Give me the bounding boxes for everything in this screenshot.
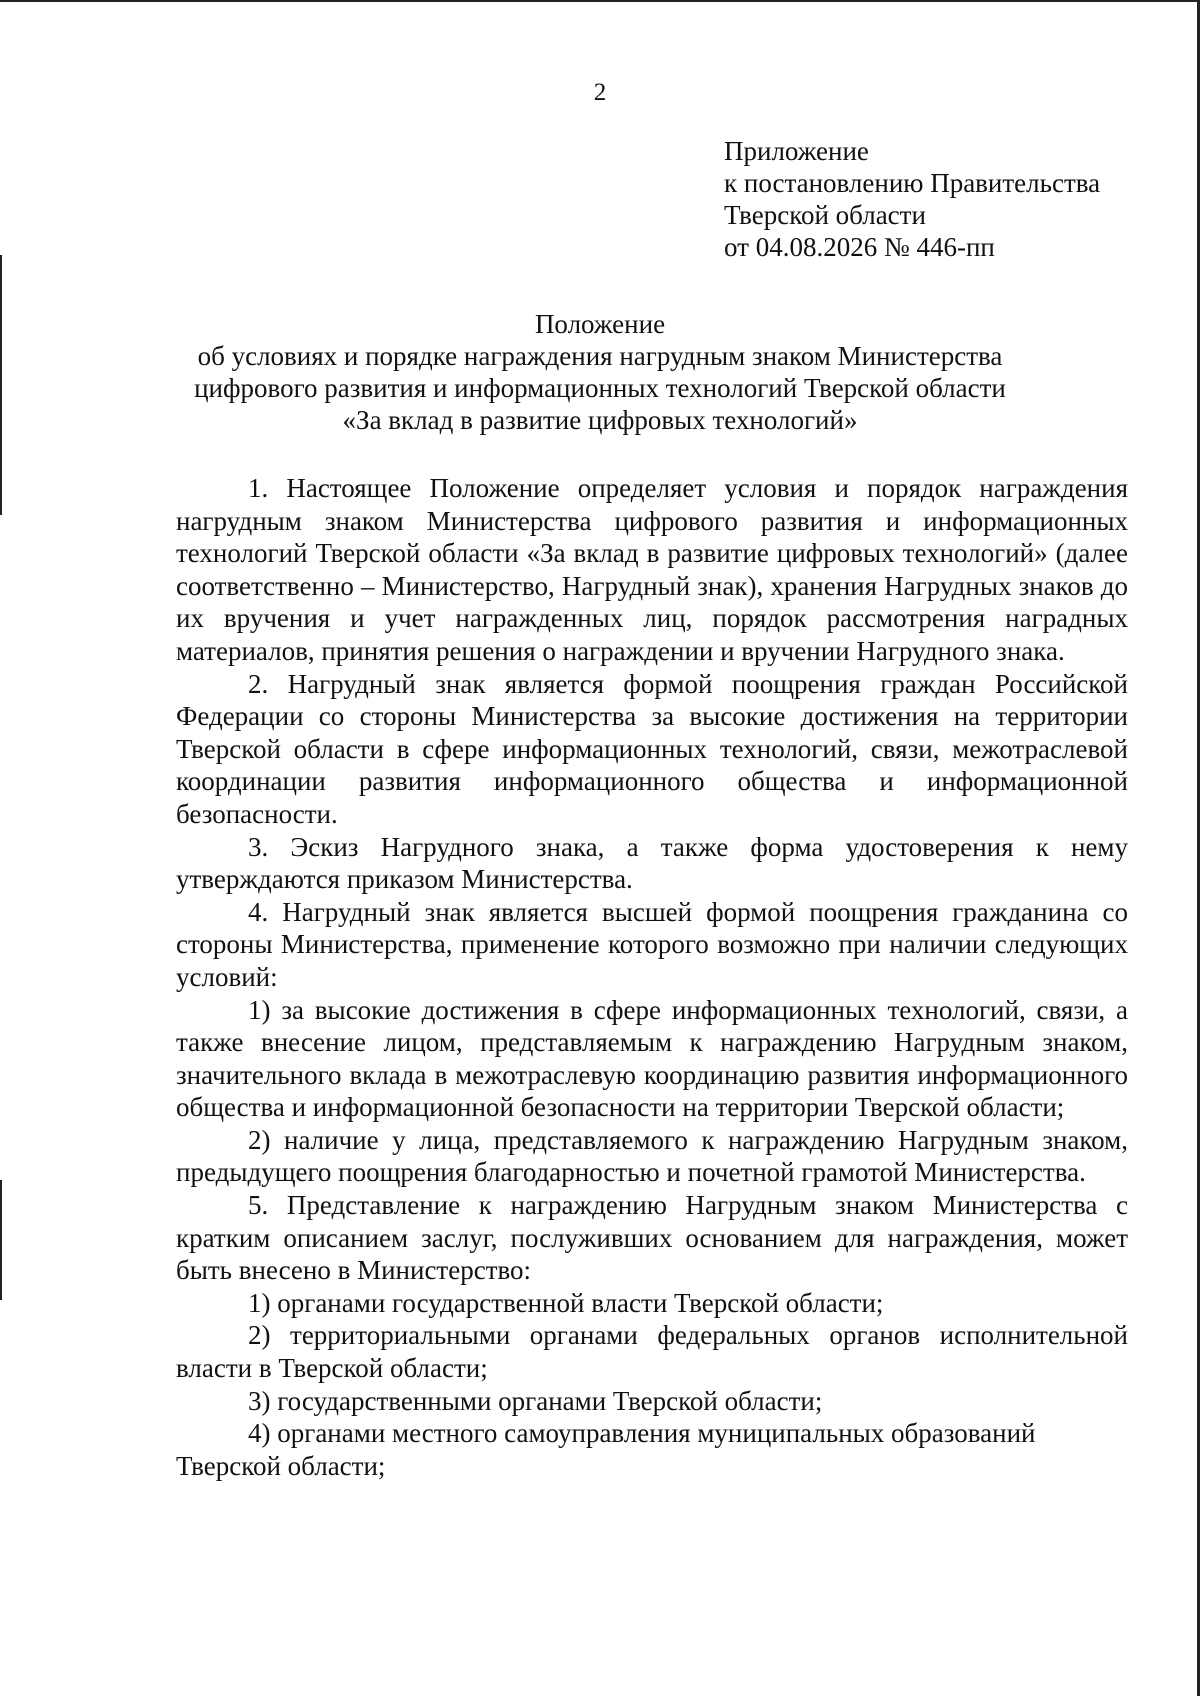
title-line: об условиях и порядке награждения нагрудным знаком Министерства <box>197 341 1003 371</box>
appendix-line: Тверской области <box>724 200 926 230</box>
paragraph: 3. Эскиз Нагрудного знака, а также форма удостоверения к нему утверждаются приказом Министерства. <box>176 831 1128 895</box>
title-line: Положение <box>534 309 666 339</box>
paragraph: 1) органами государственной власти Тверской области; <box>248 1287 884 1318</box>
paragraph: 4. Нагрудный знак является высшей формой поощрения гражданина со стороны Министерства, применение которого возможно при наличии следующих условий: <box>176 896 1128 992</box>
scan-edge-left-lower <box>0 1180 2 1300</box>
appendix-line: к постановлению Правительства <box>724 168 1101 198</box>
title-line: «За вклад в развитие цифровых технологий» <box>342 405 858 435</box>
paragraph: 1. Настоящее Положение определяет условия и порядок награждения нагрудным знаком Министерства цифрового развития и информационных технологий Тверской области «За вклад в развитие цифровых технологий» (далее соответственно – Министерство, Нагрудный знак), хранения Нагрудных знаков до их вручения и учет награжденных лиц, порядок рассмотрения наградных материалов, принятия решения о награждении и вручении Нагрудного знака. <box>176 473 1128 666</box>
appendix-block <box>724 135 1100 263</box>
page-number: 2 <box>593 79 607 106</box>
paragraph: 2) территориальными органами федеральных органов исполнительной власти в Тверской области; <box>176 1320 1128 1384</box>
paragraph: 4) органами местного самоуправления муниципальных образований Тверской области; <box>176 1418 1036 1481</box>
paragraph: 3) государственными органами Тверской области; <box>248 1385 823 1416</box>
appendix-line: Приложение <box>724 136 869 166</box>
paragraph: 2) наличие у лица, представляемого к награждению Нагрудным знаком, предыдущего поощрения благодарностью и почетной грамотой Министерства. <box>176 1124 1128 1188</box>
title-line: цифрового развития и информационных технологий Тверской области <box>194 373 1006 403</box>
scan-edge-top <box>0 0 1200 2</box>
scan-edge-left <box>0 255 2 515</box>
document-title <box>150 308 1050 436</box>
appendix-line: от 04.08.2026 № 446-пп <box>724 232 995 262</box>
paragraph: 1) за высокие достижения в сфере информационных технологий, связи, а также внесение лицом, представляемым к награждению Нагрудным знаком, значительного вклада в межотраслевую координацию развития информационного общества и информационной безопасности на территории Тверской области; <box>176 994 1128 1123</box>
paragraph: 5. Представление к награждению Нагрудным знаком Министерства с кратким описанием заслуг, послуживших основанием для награждения, может быть внесено в Министерство: <box>176 1190 1128 1286</box>
document-body <box>176 472 1128 1482</box>
paragraph: 2. Нагрудный знак является формой поощрения граждан Российской Федерации со стороны Министерства за высокие достижения на территории Тверской области в сфере информационных технологий, связи, межотраслевой координации развития информационного общества и информационной безопасности. <box>176 668 1128 829</box>
